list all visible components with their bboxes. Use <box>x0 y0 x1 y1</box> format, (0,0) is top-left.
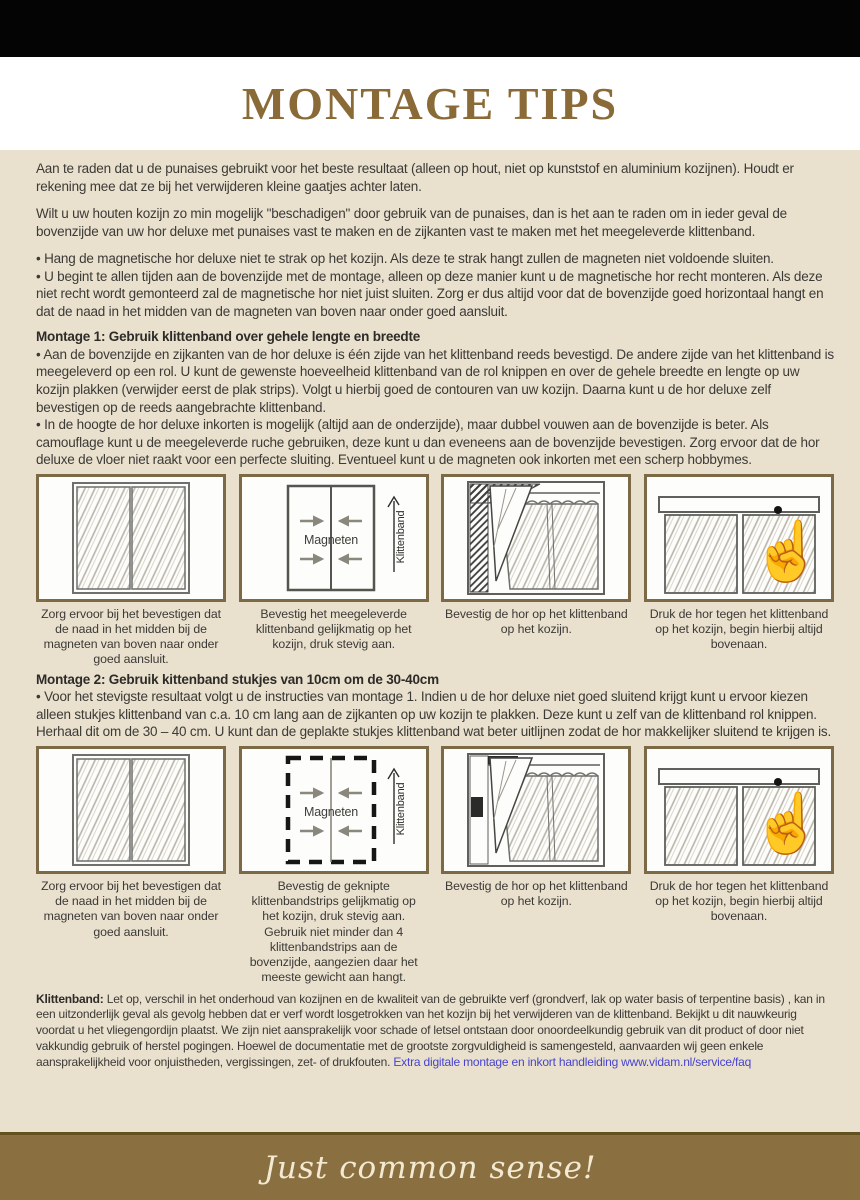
disclaimer-text: Let op, verschil in het onderhoud van kozijnen en de kwaliteit van de gebruikte verf (grondverf, lak op water basis of terpentine basis) , kan in een uitzonderlijk geval als gevolg hebben dat er verf wordt losgetrokken van het kozijn bij het verwijderen van de klittenband. Bekijkt u dit nauwkeurig voordat u het vliegengordijn plaatst. We zijn niet aansprakelijk voor schade of letsel ontstaan door onoordeelkundig gebruik van dit product of door niet vakkundig gebruik of herstel pogingen. Hoewel de documentatie met de grootste zorgvuldigheid is samengesteld, aanvaarden wij geen enkele aansprakelijkheid voor onjuistheden, vergissingen, zet- of drukfouten. <box>36 991 825 1069</box>
intro-bullets <box>36 250 834 320</box>
klittenband-label: Klittenband <box>394 782 407 836</box>
figure-caption: Bevestig de hor op het klittenband op het kozijn. <box>445 878 628 909</box>
magneten-label: Magneten <box>303 532 358 547</box>
montage2-bullets <box>36 688 834 741</box>
magnets-strips-diagram-illustration <box>242 749 426 871</box>
peel-corner-illustration <box>444 477 628 599</box>
figure-caption: Druk de hor tegen het klittenband op het kozijn, begin hierbij altijd bovenaan. <box>649 878 829 924</box>
hand-icon: ☝ <box>750 518 823 584</box>
screen-doors-illustration <box>39 749 223 871</box>
figure-magnets-strips-diagram <box>239 746 429 874</box>
figure-caption: Zorg ervoor bij het bevestigen dat de naad in het midden bij de magneten van boven naar onder goed aansluit. <box>41 606 221 667</box>
montage2-heading: Montage 2: Gebruik kittenband stukjes van 10cm om de 30-40cm <box>36 671 439 687</box>
montage2-figures <box>36 746 834 986</box>
figure-caption: Zorg ervoor bij het bevestigen dat de naad in het midden bij de magneten van boven naar onder goed aansluit. <box>41 878 221 939</box>
figure-hand-press <box>644 746 834 874</box>
montage2-figure-4 <box>644 746 834 986</box>
montage2-figure-1 <box>36 746 226 986</box>
content-area <box>0 150 860 1132</box>
title-band <box>0 57 860 150</box>
montage2-figure-3 <box>441 746 631 986</box>
disclaimer-label: Klittenband: <box>36 991 104 1006</box>
footer-banner <box>0 1132 860 1200</box>
figure-hand-press <box>644 474 834 602</box>
montage1-bullet-2: • In de hoogte de hor deluxe inkorten is mogelijk (altijd aan de onderzijde), maar dubbel vouwen aan de bovenzijde is beter. Als camouflage kunt u de meegeleverde ruche gebruiken, deze kunt u dan eveneens aan de bovenzijde bevestigen. Zorg ervoor dat de hor deluxe de vloer niet raakt voor een perfecte sluiting. Eventueel kunt u de magneten ook inkorten met een scherp hobbymes. <box>36 417 820 468</box>
hand-icon: ☝ <box>750 790 823 856</box>
intro-bullet-2: • U begint te allen tijden aan de bovenzijde met de montage, alleen op deze manier kunt u de magnetische hor recht monteren. Als deze niet recht wordt gemonteerd zal de magnetische hor niet juist sluiten. Zorg er dus altijd voor dat de bovenzijde goed horizontaal hangt en dat de naad in het midden van de magneten van boven naar onder goed aansluit. <box>36 268 824 319</box>
screen-doors-illustration <box>39 477 223 599</box>
faq-link[interactable]: Extra digitale montage en inkort handleiding www.vidam.nl/service/faq <box>393 1054 752 1069</box>
peel-corner-strips-illustration <box>444 749 628 871</box>
montage2-figure-2 <box>239 746 429 986</box>
montage2-bullet-1: • Voor het stevigste resultaat volgt u de instructies van montage 1. Indien u de hor deluxe niet goed sluitend krijgt kunt u ervoor kiezen alleen stukjes klittenband van c.a. 10 cm lang aan de zijkanten op uw kozijn te plakken. Deze kunt u zelf van de klittenband rol knippen. Herhaal dit om de 30 – 40 cm. U kunt dan de geplakte stukjes klittenband wat beter uitlijnen zodat de hor makkelijker sluitend te krijgen is. <box>36 689 832 740</box>
montage1-figure-2 <box>239 474 429 668</box>
figure-screen-doors <box>36 746 226 874</box>
figure-magnets-diagram <box>239 474 429 602</box>
figure-peel-corner-strips <box>441 746 631 874</box>
hand-press-illustration <box>647 749 831 871</box>
magneten-label: Magneten <box>303 804 358 819</box>
montage1-bullet-1: • Aan de bovenzijde en zijkanten van de hor deluxe is één zijde van het klittenband reeds bevestigd. De andere zijde van het klittenband is meegeleverd op een rol. U kunt de gewenste hoeveelheid klittenband van de rol knippen en over de gehele breedte en lengte op uw kozijn plakken (verwijder eerst de plak strips). Volgt u hierbij goed de contouren van uw kozijn. Daarna kunt u de hor deluxe zelf bevestigen op de reeds aangebrachte klittenband. <box>36 346 834 415</box>
montage1-heading: Montage 1: Gebruik klittenband over gehele lengte en breedte <box>36 329 421 345</box>
top-border <box>0 0 860 57</box>
footer-slogan: Just common sense! <box>263 1149 597 1186</box>
klittenband-label: Klittenband <box>394 510 407 564</box>
figure-screen-doors <box>36 474 226 602</box>
page-title: MONTAGE TIPS <box>241 78 619 129</box>
magnets-diagram-illustration <box>242 477 426 599</box>
disclaimer <box>36 992 834 1071</box>
intro-paragraph-2: Wilt u uw houten kozijn zo min mogelijk "beschadigen" door gebruik van de punaises, dan is het aan te raden om in ieder geval de bovenzijde van uw hor deluxe met punaises vast te maken en de zijkanten vast te maken met het meegeleverde klittenband. <box>36 206 787 239</box>
intro-bullet-1: • Hang de magnetische hor deluxe niet te strak op het kozijn. Als deze te strak hangt zullen de magneten niet voldoende sluiten. <box>36 251 774 267</box>
montage1-figure-1 <box>36 474 226 668</box>
montage1-figure-3 <box>441 474 631 668</box>
figure-caption: Druk de hor tegen het klittenband op het kozijn, begin hierbij altijd bovenaan. <box>649 606 829 652</box>
intro-paragraph-1: Aan te raden dat u de punaises gebruikt voor het beste resultaat (alleen op hout, niet op kunststof en aluminium kozijnen). Houdt er rekening mee dat ze bij het verwijderen kleine gaatjes achter laten. <box>36 161 794 194</box>
hand-press-illustration <box>647 477 831 599</box>
montage1-figure-4 <box>644 474 834 668</box>
montage1-bullets <box>36 346 834 469</box>
figure-caption: Bevestig de geknipte klittenbandstrips gelijkmatig op het kozijn, druk stevig aan. Gebruik niet minder dan 4 klittenbandstrips aan de bovenzijde, aangezien daar het meeste gewicht aan hangt. <box>249 878 418 985</box>
figure-peel-corner <box>441 474 631 602</box>
figure-caption: Bevestig de hor op het klittenband op het kozijn. <box>445 606 628 636</box>
figure-caption: Bevestig het meegeleverde klittenband gelijkmatig op het kozijn, druk stevig aan. <box>255 606 412 652</box>
montage1-figures <box>36 474 834 668</box>
